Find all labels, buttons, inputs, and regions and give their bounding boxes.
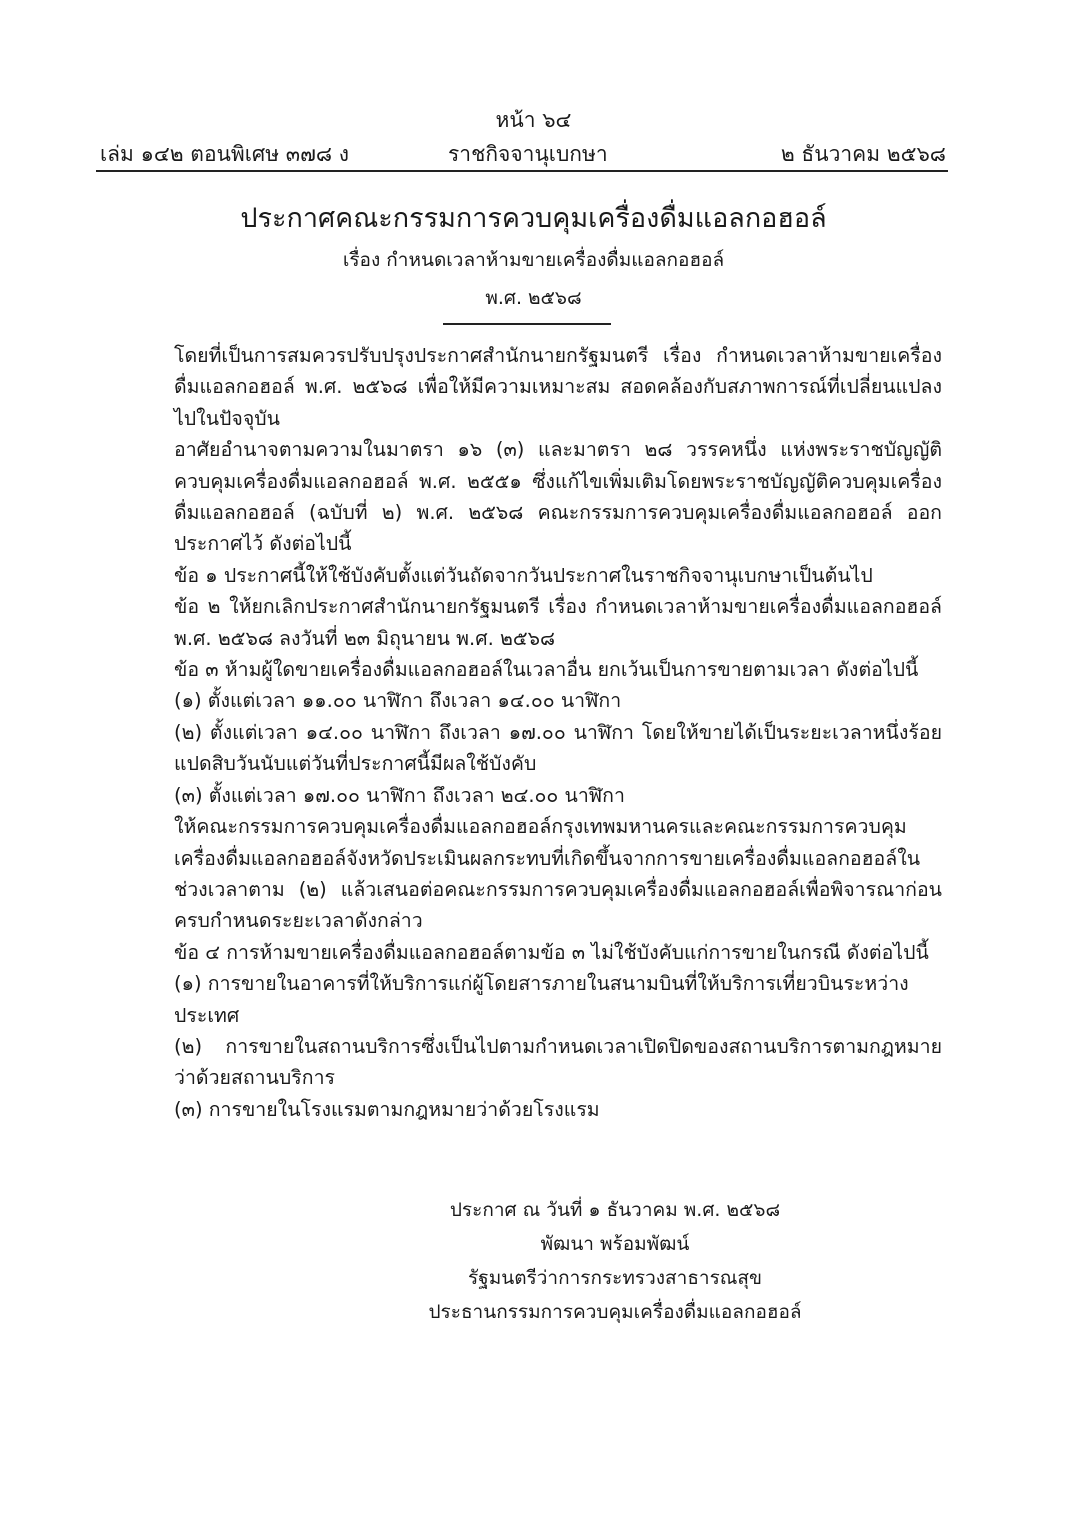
document-year: พ.ศ. ๒๕๖๘ — [485, 287, 582, 309]
document-body — [102, 340, 942, 1125]
gazette-header — [96, 138, 948, 168]
clause-4-item-1: (๑) การขายในอาคารที่ให้บริการแก่ผู้โดยสารภายในสนามบินที่ให้บริการเที่ยวบินระหว่างประเทศ — [174, 972, 909, 1027]
publication-date: ๒ ธันวาคม ๒๕๖๘ — [780, 142, 946, 166]
document-subject: เรื่อง กำหนดเวลาห้ามขายเครื่องดื่มแอลกอฮอล์ — [342, 249, 725, 271]
title-divider — [443, 323, 611, 325]
announcement-date: ประกาศ ณ วันที่ ๑ ธันวาคม พ.ศ. ๒๕๖๘ — [449, 1199, 781, 1221]
document-title: ประกาศคณะกรรมการควบคุมเครื่องดื่มแอลกอฮอล์ — [240, 203, 827, 234]
signatory-role: ประธานกรรมการควบคุมเครื่องดื่มแอลกอฮอล์ — [428, 1301, 802, 1323]
header-divider — [96, 170, 948, 172]
clause-1: ข้อ ๑ ประกาศนี้ให้ใช้บังคับตั้งแต่วันถัดจากวันประกาศในราชกิจจานุเบกษาเป็นต้นไป — [174, 563, 873, 587]
signature-block — [350, 1193, 880, 1329]
clause-3-item-3: (๓) ตั้งแต่เวลา ๑๗.๐๐ นาฬิกา ถึงเวลา ๒๔.๐๐ นาฬิกา — [174, 783, 625, 807]
clause-4: ข้อ ๔ การห้ามขายเครื่องดื่มแอลกอฮอล์ตามข้อ ๓ ไม่ใช้บังคับแก่การขายในกรณี ดังต่อไปนี้ — [174, 940, 929, 964]
clause-4-item-3: (๓) การขายในโรงแรมตามกฎหมายว่าด้วยโรงแรม — [174, 1097, 600, 1121]
clause-3-item-1: (๑) ตั้งแต่เวลา ๑๑.๐๐ นาฬิกา ถึงเวลา ๑๔.๐๐ นาฬิกา — [174, 689, 622, 713]
preamble-paragraph: โดยที่เป็นการสมควรปรับปรุงประกาศสำนักนายกรัฐมนตรี เรื่อง กำหนดเวลาห้ามขายเครื่องดื่มแอลกอฮอล์ พ.ศ. ๒๕๖๘ เพื่อให้มีความเหมาะสม สอดคล้องกับสภาพการณ์ที่เปลี่ยนแปลงไปในปัจจุบัน — [174, 344, 942, 430]
volume-info: เล่ม ๑๔๒ ตอนพิเศษ ๓๗๘ ง — [100, 142, 350, 166]
signatory-position: รัฐมนตรีว่าการกระทรวงสาธารณสุข — [468, 1267, 762, 1289]
authority-paragraph: อาศัยอำนาจตามความในมาตรา ๑๖ (๓) และมาตรา ๒๘ วรรคหนึ่ง แห่งพระราชบัญญัติควบคุมเครื่องดื่มแอลกอฮอล์ พ.ศ. ๒๕๕๑ ซึ่งแก้ไขเพิ่มเติมโดยพระราชบัญญัติควบคุมเครื่องดื่มแอลกอฮอล์ (ฉบับที่ ๒) พ.ศ. ๒๕๖๘ คณะกรรมการควบคุมเครื่องดื่มแอลกอฮอล์ ออกประกาศไว้ ดังต่อไปนี้ — [174, 438, 942, 556]
clause-3-item-2: (๒) ตั้งแต่เวลา ๑๔.๐๐ นาฬิกา ถึงเวลา ๑๗.๐๐ นาฬิกา โดยให้ขายได้เป็นระยะเวลาหนึ่งร้อยแปดสิบวันนับแต่วันที่ประกาศนี้มีผลใช้บังคับ — [174, 720, 942, 776]
clause-3-note: ให้คณะกรรมการควบคุมเครื่องดื่มแอลกอฮอล์กรุงเทพมหานครและคณะกรรมการควบคุมเครื่องดื่มแอลกอฮอล์จังหวัดประเมินผลกระทบที่เกิดขึ้นจากการขายเครื่องดื่มแอลกอฮอล์ในช่วงเวลาตาม (๒) แล้วเสนอต่อคณะกรรมการควบคุมเครื่องดื่มแอลกอฮอล์เพื่อพิจารณาก่อนครบกำหนดระยะเวลาดังกล่าว — [174, 815, 942, 933]
clause-2: ข้อ ๒ ให้ยกเลิกประกาศสำนักนายกรัฐมนตรี เรื่อง กำหนดเวลาห้ามขายเครื่องดื่มแอลกอฮอล์ พ.ศ. ๒๕๖๘ ลงวันที่ ๒๓ มิถุนายน พ.ศ. ๒๕๖๘ — [174, 595, 942, 650]
clause-3: ข้อ ๓ ห้ามผู้ใดขายเครื่องดื่มแอลกอฮอล์ในเวลาอื่น ยกเว้นเป็นการขายตามเวลา ดังต่อไปนี้ — [174, 658, 919, 682]
gazette-name: ราชกิจจานุเบกษา — [448, 142, 608, 166]
clause-4-item-2: (๒) การขายในสถานบริการซึ่งเป็นไปตามกำหนดเวลาเปิดปิดของสถานบริการตามกฎหมายว่าด้วยสถานบริการ — [174, 1034, 942, 1090]
page-number: หน้า ๖๔ — [495, 108, 572, 132]
signatory-name: พัฒนา พร้อมพัฒน์ — [540, 1233, 690, 1255]
